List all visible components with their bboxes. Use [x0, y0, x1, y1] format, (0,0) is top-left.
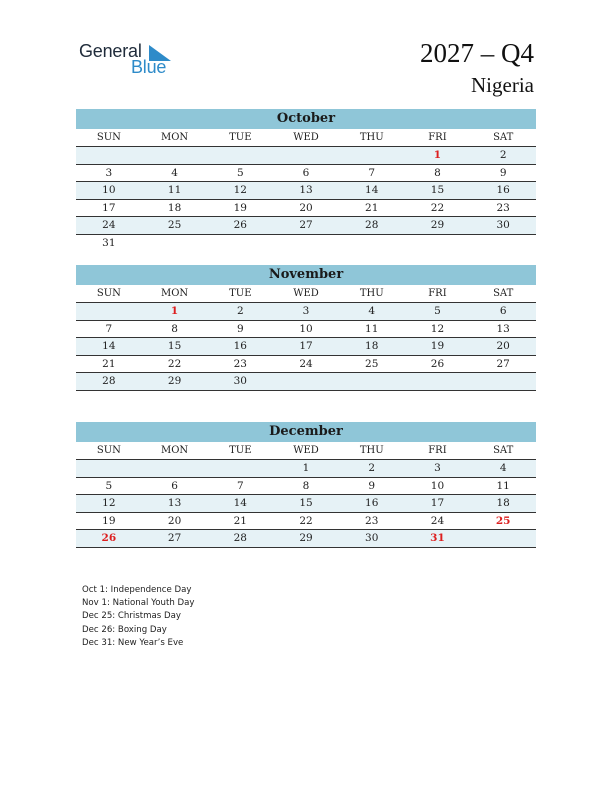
- day-cell: 20: [299, 201, 313, 214]
- day-cell: 27: [496, 357, 510, 370]
- day-cell: 21: [233, 514, 247, 527]
- day-cell: 20: [167, 514, 182, 527]
- weekday-label: FRI: [428, 288, 447, 299]
- day-cell: 27: [299, 219, 313, 231]
- generalblue-logo: [79, 41, 179, 81]
- empty-day-cell: [470, 235, 536, 252]
- day-cell: 7: [105, 322, 113, 335]
- week-row: [76, 147, 536, 165]
- weekday-label: WED: [293, 445, 319, 456]
- day-cell: 6: [302, 166, 310, 179]
- day-cell: 26: [233, 219, 247, 231]
- day-cell: 20: [496, 340, 510, 352]
- day-cell: 15: [299, 497, 313, 509]
- day-cell: 16: [365, 497, 379, 509]
- empty-day-cell: [207, 460, 273, 477]
- day-cell: 13: [496, 322, 510, 335]
- day-cell: 4: [171, 166, 178, 179]
- week-row: [76, 495, 536, 513]
- day-cell: 6: [499, 305, 507, 317]
- day-cell: 6: [171, 479, 178, 492]
- week-row: [76, 338, 536, 356]
- holiday-note: Dec 25: Christmas Day: [82, 611, 181, 622]
- day-cell: 11: [365, 322, 379, 335]
- day-cell: 31: [102, 236, 116, 249]
- empty-day-cell: [142, 147, 208, 164]
- day-cell: 25: [167, 219, 182, 231]
- weekday-label: MON: [160, 288, 189, 299]
- weekday-label: FRI: [428, 445, 447, 456]
- week-row: [76, 200, 536, 218]
- week-row: [76, 513, 536, 531]
- day-cell: 9: [236, 322, 244, 335]
- day-cell: 19: [233, 201, 247, 214]
- day-cell: 28: [233, 532, 247, 544]
- day-cell: 8: [302, 479, 310, 492]
- weekday-header-row: [76, 129, 536, 147]
- day-cell: 1: [170, 305, 179, 317]
- day-cell: 10: [102, 184, 116, 196]
- day-cell: 14: [233, 497, 247, 509]
- day-cell: 11: [167, 184, 182, 196]
- day-cell: 29: [167, 375, 182, 387]
- week-row: [76, 165, 536, 183]
- day-cell: 17: [430, 497, 445, 509]
- day-cell: 7: [236, 479, 244, 492]
- day-cell: 12: [430, 322, 445, 335]
- weekday-label: FRI: [428, 132, 447, 143]
- day-cell: 16: [233, 340, 247, 352]
- day-cell: 16: [496, 184, 510, 196]
- day-cell: 15: [167, 340, 182, 352]
- day-cell: 24: [102, 219, 116, 231]
- day-cell: 25: [495, 514, 511, 527]
- logo-text-general: General: [79, 41, 142, 61]
- week-row: [76, 373, 536, 391]
- day-cell: 13: [299, 184, 313, 196]
- weekday-label: WED: [293, 132, 319, 143]
- day-cell: 3: [105, 166, 113, 179]
- day-cell: 21: [365, 201, 379, 214]
- week-row: [76, 217, 536, 235]
- day-cell: 14: [102, 340, 116, 352]
- day-cell: 2: [236, 305, 244, 317]
- day-cell: 24: [430, 514, 445, 527]
- empty-day-cell: [76, 303, 142, 320]
- week-row: [76, 460, 536, 478]
- empty-day-cell: [207, 147, 273, 164]
- day-cell: 25: [365, 357, 379, 370]
- day-cell: 29: [430, 219, 445, 231]
- weekday-label: SUN: [96, 445, 121, 456]
- day-cell: 24: [299, 357, 313, 370]
- empty-day-cell: [142, 235, 208, 252]
- day-cell: 4: [499, 462, 507, 474]
- empty-day-cell: [470, 373, 536, 390]
- day-cell: 3: [302, 305, 310, 317]
- weekday-label: SUN: [96, 288, 121, 299]
- day-cell: 23: [496, 201, 510, 214]
- day-cell: 18: [167, 201, 182, 214]
- empty-day-cell: [470, 530, 536, 547]
- week-row: [76, 321, 536, 339]
- empty-day-cell: [339, 235, 405, 252]
- weekday-label: TUE: [229, 288, 252, 299]
- week-row: [76, 303, 536, 321]
- weekday-label: THU: [359, 132, 384, 143]
- day-cell: 3: [434, 462, 441, 474]
- week-row: [76, 182, 536, 200]
- holiday-note: Dec 26: Boxing Day: [82, 624, 167, 635]
- day-cell: 18: [496, 497, 510, 509]
- empty-day-cell: [405, 373, 471, 390]
- weekday-label: MON: [160, 445, 189, 456]
- day-cell: 23: [365, 514, 379, 527]
- day-cell: 23: [233, 357, 247, 370]
- day-cell: 29: [299, 532, 313, 544]
- weekday-label: WED: [293, 288, 319, 299]
- day-cell: 15: [430, 184, 445, 196]
- day-cell: 26: [430, 357, 445, 370]
- weekday-header-row: [76, 442, 536, 460]
- empty-day-cell: [339, 373, 405, 390]
- weekday-label: TUE: [229, 132, 252, 143]
- day-cell: 30: [496, 219, 510, 231]
- month-header: October: [76, 109, 536, 129]
- day-cell: 8: [434, 166, 441, 179]
- holiday-note: Oct 1: Independence Day: [82, 585, 192, 595]
- week-row: [76, 530, 536, 548]
- holiday-note: Nov 1: National Youth Day: [82, 598, 195, 609]
- empty-day-cell: [76, 147, 142, 164]
- day-cell: 7: [368, 166, 376, 179]
- day-cell: 28: [365, 219, 379, 231]
- day-cell: 10: [430, 479, 445, 492]
- day-cell: 30: [365, 532, 379, 544]
- empty-day-cell: [207, 235, 273, 252]
- day-cell: 5: [236, 166, 244, 179]
- weekday-header-row: [76, 285, 536, 303]
- month-header: November: [76, 265, 536, 285]
- day-cell: 4: [368, 305, 376, 317]
- day-cell: 12: [233, 184, 247, 196]
- day-cell: 18: [365, 340, 379, 352]
- week-row: [76, 235, 536, 252]
- month-header: December: [76, 422, 536, 442]
- weekday-label: MON: [160, 132, 189, 143]
- day-cell: 21: [102, 357, 116, 370]
- day-cell: 17: [299, 340, 313, 352]
- empty-day-cell: [76, 460, 142, 477]
- day-cell: 31: [430, 532, 445, 544]
- day-cell: 5: [434, 305, 441, 317]
- day-cell: 22: [167, 357, 182, 370]
- day-cell: 1: [433, 149, 442, 161]
- empty-day-cell: [339, 147, 405, 164]
- day-cell: 19: [430, 340, 445, 352]
- weekday-label: SUN: [96, 132, 121, 143]
- empty-day-cell: [142, 460, 208, 477]
- weekday-label: SAT: [493, 445, 514, 456]
- day-cell: 19: [102, 514, 116, 527]
- empty-day-cell: [273, 147, 339, 164]
- empty-day-cell: [273, 373, 339, 390]
- day-cell: 13: [167, 497, 182, 509]
- weekday-label: SAT: [493, 288, 514, 299]
- weekday-label: THU: [359, 288, 384, 299]
- weekday-label: THU: [359, 445, 384, 456]
- day-cell: 11: [496, 479, 510, 492]
- month-november: [76, 265, 536, 391]
- day-cell: 9: [499, 166, 507, 179]
- day-cell: 2: [368, 462, 376, 474]
- month-december: [76, 422, 536, 548]
- day-cell: 27: [167, 532, 182, 544]
- holiday-notes: [82, 584, 194, 650]
- day-cell: 22: [299, 514, 313, 527]
- day-cell: 12: [102, 497, 116, 509]
- day-cell: 26: [101, 532, 117, 544]
- week-row: [76, 478, 536, 496]
- day-cell: 14: [365, 184, 379, 196]
- day-cell: 1: [302, 462, 310, 474]
- day-cell: 22: [430, 201, 445, 214]
- holiday-note: Dec 31: New Year’s Eve: [82, 637, 184, 648]
- month-october: [76, 109, 536, 251]
- day-cell: 17: [102, 201, 116, 214]
- logo-text-blue: Blue: [131, 57, 167, 77]
- weekday-label: TUE: [229, 445, 252, 456]
- country-name: Nigeria: [471, 73, 534, 97]
- day-cell: 8: [171, 322, 178, 335]
- day-cell: 30: [233, 375, 247, 387]
- day-cell: 5: [105, 479, 113, 492]
- week-row: [76, 356, 536, 374]
- page-title: 2027 – Q4: [420, 38, 534, 68]
- empty-day-cell: [405, 235, 471, 252]
- weekday-label: SAT: [493, 132, 514, 143]
- day-cell: 10: [299, 322, 313, 335]
- empty-day-cell: [273, 235, 339, 252]
- day-cell: 9: [368, 479, 376, 492]
- day-cell: 28: [102, 375, 116, 387]
- day-cell: 2: [499, 149, 507, 161]
